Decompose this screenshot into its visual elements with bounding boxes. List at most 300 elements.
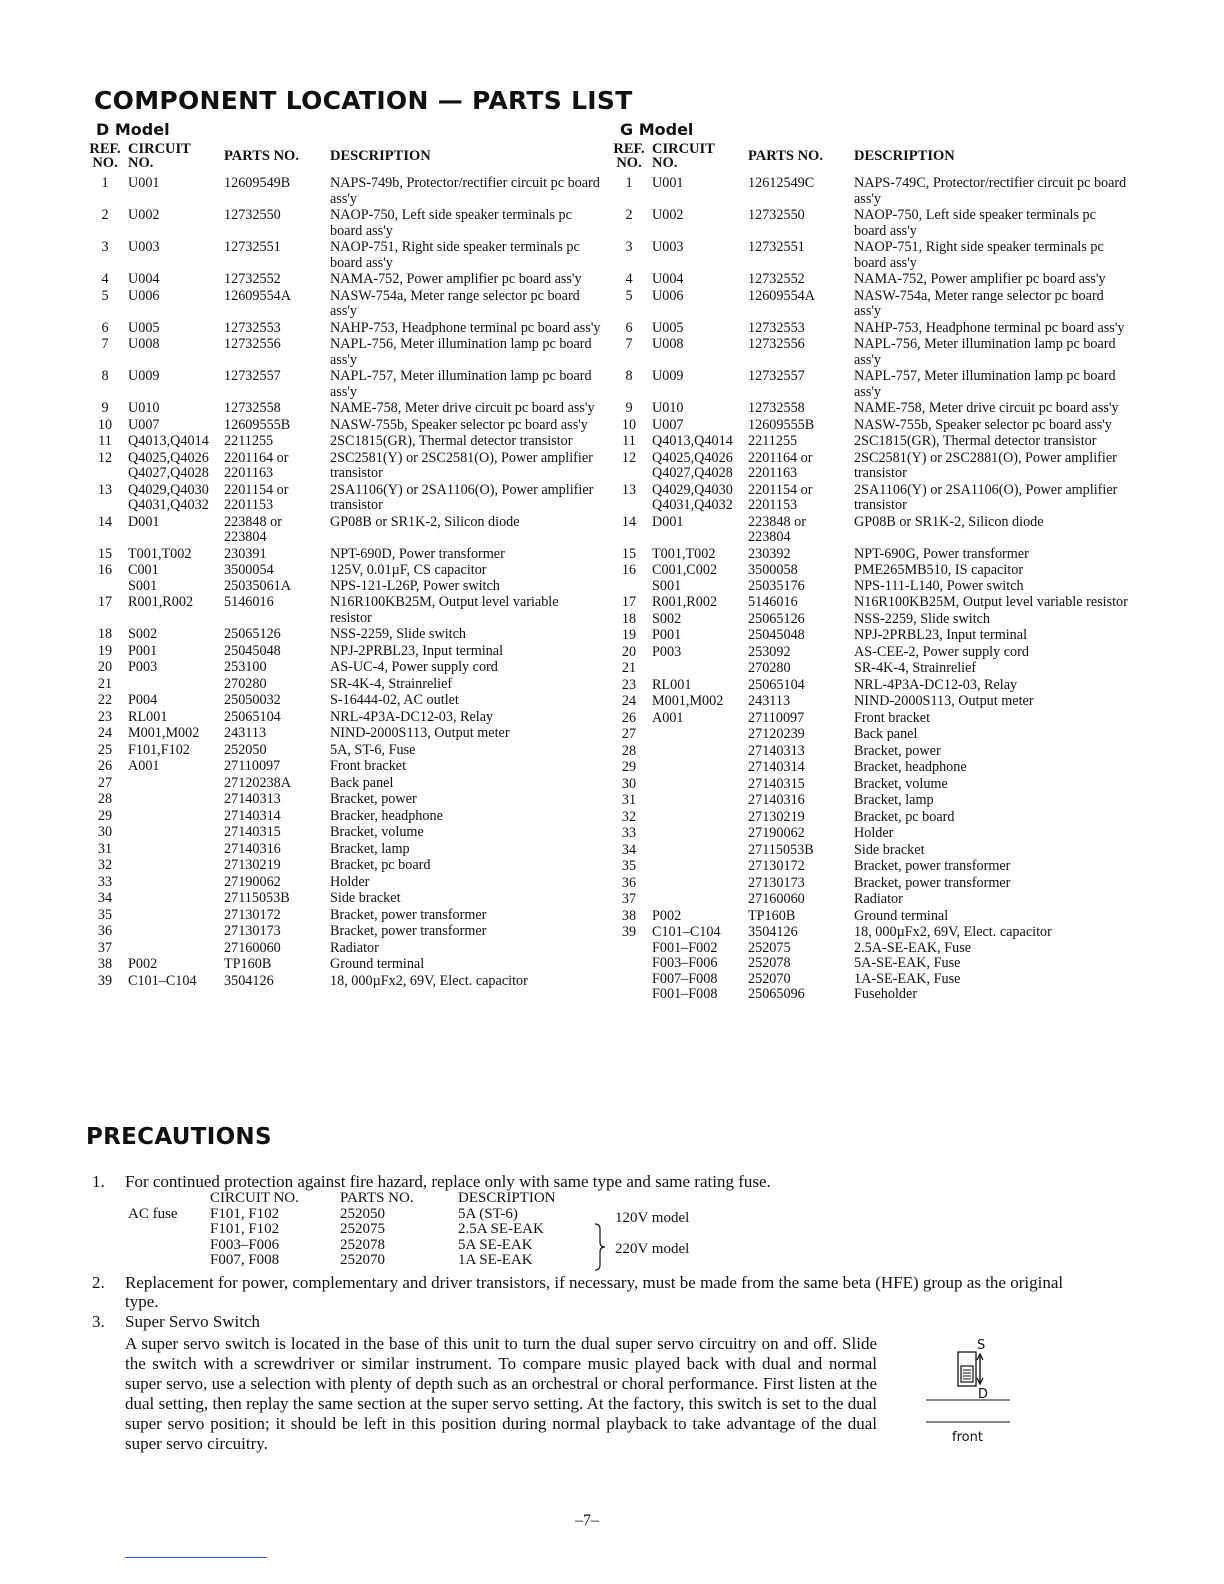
circuit-cell: [652, 810, 748, 827]
parts-cell: 27130172: [224, 906, 281, 923]
ref-cell: 2: [625, 207, 633, 223]
description-cell: Radiator: [854, 891, 903, 907]
ref-cell: 17: [621, 594, 637, 610]
table-row: [606, 925, 1128, 1004]
circuit-cell: [652, 843, 748, 860]
fuse-parts-cell: 252078: [340, 1236, 385, 1253]
table-row: [606, 272, 1128, 289]
ref-cell: 32: [97, 857, 113, 873]
description-cell: Holder: [330, 873, 370, 890]
ref-cell: 30: [621, 775, 637, 792]
description-cell: NAPL-756, Meter illumination lamp pc board ass'y: [330, 336, 592, 368]
parts-cell: 27140316: [224, 840, 281, 857]
ref-cell: 3: [625, 239, 633, 255]
description-cell: Side bracket: [330, 890, 401, 906]
circuit-cell: S002: [652, 610, 682, 627]
description-cell: Front bracket: [330, 758, 407, 774]
table-row: [606, 337, 1128, 369]
description-cell: NASW-754a, Meter range selector pc board ass'y: [854, 287, 1104, 319]
table-row: [606, 826, 1128, 843]
ref-cell: 31: [621, 792, 637, 808]
parts-cell: 3504126 252075 252078 252070 25065096: [748, 924, 805, 1002]
parts-cell: 12732558: [748, 400, 805, 416]
ref-cell: 18: [97, 626, 113, 642]
bottom-rule: [125, 1557, 267, 1558]
g-model-parts-table: [606, 142, 1128, 1004]
description-cell: Bracket, power: [330, 791, 417, 807]
circuit-cell: D001: [128, 513, 160, 530]
precaution-text: Replacement for power, complementary and driver transistors, if necessary, must be made from the same beta (HFE) group as the original type.: [125, 1273, 1064, 1311]
ref-cell: 19: [97, 642, 113, 659]
header-parts-no: PARTS NO.: [748, 148, 823, 164]
circuit-cell: Q4029,Q4030 Q4031,Q4032: [652, 481, 733, 513]
page-number: –7–: [575, 1512, 599, 1529]
ref-cell: 15: [621, 545, 637, 562]
ref-cell: 4: [625, 271, 633, 287]
circuit-cell: U008: [652, 336, 684, 352]
table-row: [82, 660, 602, 677]
parts-cell: 12732553: [224, 319, 281, 336]
parts-cell: 2201164 or 2201163: [748, 449, 813, 481]
ref-cell: 2: [101, 207, 109, 223]
circuit-cell: [128, 891, 224, 908]
ref-cell: 5: [101, 287, 109, 304]
table-row: [82, 858, 602, 875]
description-cell: NAME-758, Meter drive circuit pc board ass'y: [330, 400, 595, 416]
description-cell: SR-4K-4, Strainrelief: [330, 675, 453, 692]
description-cell: Bracket, lamp: [330, 840, 410, 857]
table-row: [82, 547, 602, 564]
circuit-cell: U010: [652, 400, 684, 416]
table-row: [82, 825, 602, 842]
ref-cell: 32: [621, 808, 637, 825]
ref-cell: 34: [97, 890, 113, 906]
description-cell: Bracker, headphone: [330, 807, 443, 824]
circuit-cell: U003: [128, 239, 160, 255]
parts-cell: 223848 or 223804: [224, 513, 282, 545]
ref-cell: 29: [621, 759, 637, 775]
description-cell: NAPL-756, Meter illumination lamp pc board ass'y: [854, 336, 1116, 368]
parts-cell: 27130219: [224, 857, 281, 873]
parts-cell: 12732550: [748, 207, 805, 223]
table-row: [82, 595, 602, 627]
parts-cell: 3504126: [224, 972, 274, 989]
circuit-cell: Q4029,Q4030 Q4031,Q4032: [128, 481, 209, 513]
precaution-number: 1.: [92, 1172, 105, 1191]
circuit-cell: [128, 825, 224, 842]
circuit-cell: U005: [128, 319, 160, 336]
ref-cell: 4: [101, 271, 109, 287]
table-header-row: [606, 142, 1128, 176]
parts-cell: 12732552: [748, 271, 805, 287]
circuit-cell: [128, 924, 224, 941]
header-ref-no: REF. NO.: [613, 141, 645, 171]
description-cell: NAME-758, Meter drive circuit pc board ass'y: [854, 400, 1119, 416]
ref-cell: 37: [97, 939, 113, 956]
ref-cell: 14: [97, 513, 113, 530]
ref-cell: 12: [621, 449, 637, 466]
description-cell: Back panel: [854, 726, 918, 742]
table-row: [606, 909, 1128, 926]
table-row: [82, 908, 602, 925]
table-row: [82, 176, 602, 208]
description-cell: Bracket, headphone: [854, 759, 967, 775]
description-cell: NAOP-750, Left side speaker terminals pc board ass'y: [854, 207, 1096, 239]
table-row: [82, 483, 602, 515]
ref-cell: 14: [621, 513, 637, 530]
description-cell: Ground terminal: [330, 956, 425, 972]
description-cell: 2SA1106(Y) or 2SA1106(O), Power amplifier transistor: [330, 481, 594, 513]
switch-label-front: front: [952, 1430, 983, 1445]
ref-cell: 34: [621, 841, 637, 858]
parts-cell: 223848 or 223804: [748, 513, 806, 545]
precaution-subtitle: Super Servo Switch: [125, 1312, 261, 1331]
circuit-cell: U007: [128, 416, 160, 433]
table-row: [606, 727, 1128, 744]
parts-cell: 27140315: [748, 775, 805, 792]
ref-cell: 8: [625, 368, 633, 384]
parts-cell: 2201154 or 2201153: [224, 481, 289, 513]
description-cell: N16R100KB25M, Output level variable resistor: [854, 594, 1128, 610]
table-row: [82, 693, 602, 710]
parts-cell: 253100: [224, 659, 267, 675]
ref-cell: 17: [97, 594, 113, 610]
parts-cell: 3500054 25035061A: [224, 562, 291, 594]
circuit-cell: P003: [128, 659, 158, 675]
circuit-cell: C101–C104: [128, 972, 197, 989]
ref-cell: 29: [97, 807, 113, 824]
circuit-cell: U004: [652, 271, 684, 287]
ref-cell: 35: [97, 906, 113, 923]
description-cell: NAPL-757, Meter illumination lamp pc board ass'y: [854, 368, 1116, 400]
ref-cell: 21: [621, 660, 637, 676]
parts-cell: 2201154 or 2201153: [748, 481, 813, 513]
circuit-cell: [128, 908, 224, 925]
table-row: [606, 678, 1128, 695]
parts-cell: 12732553: [748, 319, 805, 336]
table-row: [82, 515, 602, 547]
header-circuit-no: CIRCUIT NO.: [128, 141, 191, 171]
description-cell: Holder: [854, 825, 894, 841]
ref-cell: 1: [101, 175, 109, 191]
table-row: [82, 875, 602, 892]
ref-cell: 9: [101, 400, 109, 416]
circuit-cell: P002: [652, 907, 682, 924]
circuit-cell: P004: [128, 692, 158, 708]
circuit-cell: Q4013,Q4014: [652, 433, 733, 449]
circuit-cell: U009: [128, 368, 160, 384]
ref-cell: 19: [621, 627, 637, 643]
parts-cell: 25065126: [748, 610, 805, 627]
description-cell: NAOP-750, Left side speaker terminals pc board ass'y: [330, 207, 572, 239]
table-row: [606, 876, 1128, 893]
fuse-table-body: [128, 1207, 574, 1269]
table-row: [82, 321, 602, 338]
table-row: [606, 661, 1128, 678]
table-row: [82, 941, 602, 958]
parts-cell: 27130173: [748, 874, 805, 891]
table-row: [606, 208, 1128, 240]
circuit-cell: [652, 661, 748, 678]
description-cell: Bracket, power transformer: [854, 874, 1011, 891]
table-row: [606, 515, 1128, 547]
description-cell: PME265MB510, IS capacitor NPS-111-L140, Power switch: [854, 562, 1024, 594]
description-cell: Side bracket: [854, 841, 925, 858]
ref-cell: 15: [97, 545, 113, 562]
ref-cell: 16: [621, 562, 637, 578]
circuit-cell: Q4013,Q4014: [128, 433, 209, 449]
description-cell: 2SC1815(GR), Thermal detector transistor: [330, 433, 573, 449]
circuit-cell: A001: [128, 758, 160, 774]
description-cell: NAPS-749b, Protector/rectifier circuit pc board ass'y: [330, 175, 600, 207]
table-row: [606, 793, 1128, 810]
description-cell: 2SC1815(GR), Thermal detector transistor: [854, 433, 1097, 449]
fuse-label-cell: [128, 1253, 210, 1269]
description-cell: S-16444-02, AC outlet: [330, 692, 459, 708]
fuse-label-cell: [128, 1222, 210, 1238]
table-row: [82, 289, 602, 321]
description-cell: 2SA1106(Y) or 2SA1106(O), Power amplifier transistor: [854, 481, 1118, 513]
parts-cell: TP160B: [224, 956, 272, 972]
table-row: [606, 694, 1128, 711]
header-description: DESCRIPTION: [854, 148, 955, 164]
fuse-header-parts: PARTS NO.: [340, 1190, 414, 1206]
ref-cell: 20: [621, 643, 637, 660]
table-row: [82, 337, 602, 369]
parts-cell: 27140314: [748, 759, 805, 775]
ref-cell: 36: [621, 874, 637, 891]
ref-cell: 38: [621, 907, 637, 924]
circuit-cell: U007: [652, 416, 684, 433]
ref-cell: 22: [97, 692, 113, 708]
circuit-cell: R001,R002: [652, 594, 718, 610]
table-row: [82, 627, 602, 644]
parts-cell: 3500058 25035176: [748, 562, 805, 594]
parts-cell: 12732556: [224, 336, 281, 352]
description-cell: 2SC2581(Y) or 2SC2881(O), Power amplifier transistor: [854, 449, 1117, 481]
circuit-cell: U009: [652, 368, 684, 384]
fuse-description-cell: 2.5A SE-EAK: [458, 1221, 544, 1237]
ref-cell: 7: [625, 336, 633, 352]
description-cell: Bracket, lamp: [854, 792, 934, 808]
circuit-cell: RL001: [652, 676, 692, 693]
ref-cell: 23: [97, 708, 113, 725]
header-description: DESCRIPTION: [330, 148, 431, 164]
parts-cell: 25045048: [748, 627, 805, 643]
table-row: [82, 891, 602, 908]
table-row: [606, 289, 1128, 321]
parts-cell: 12609555B: [224, 416, 291, 433]
circuit-cell: M001,M002: [652, 693, 724, 709]
ref-cell: 10: [97, 416, 113, 433]
circuit-cell: [652, 727, 748, 744]
description-cell: NSS-2259, Slide switch: [854, 610, 990, 627]
parts-cell: 12732556: [748, 336, 805, 352]
parts-cell: 27160060: [224, 939, 281, 956]
fuse-circuit-cell: F003–F006: [210, 1236, 280, 1253]
ref-cell: 18: [621, 610, 637, 627]
description-cell: Bracket, volume: [854, 775, 948, 792]
parts-cell: 25065104: [224, 708, 281, 725]
fuse-row: [128, 1207, 574, 1223]
description-cell: Bracket, power transformer: [330, 906, 487, 923]
table-row: [82, 369, 602, 401]
table-row: [82, 644, 602, 661]
ref-cell: 7: [101, 336, 109, 352]
circuit-cell: U006: [128, 287, 160, 304]
circuit-cell: [128, 858, 224, 875]
ref-cell: 39: [621, 924, 637, 940]
circuit-cell: R001,R002: [128, 594, 194, 610]
table-row: [82, 451, 602, 483]
parts-cell: 230391: [224, 545, 267, 562]
table-row: [82, 809, 602, 826]
table-row: [82, 974, 602, 991]
circuit-cell: P001: [652, 627, 682, 643]
circuit-cell: P001: [128, 642, 158, 659]
header-ref-no: REF. NO.: [89, 141, 121, 171]
precaution-number: 2.: [92, 1273, 105, 1292]
parts-cell: 2201164 or 2201163: [224, 449, 289, 481]
description-cell: NPT-690D, Power transformer: [330, 545, 505, 562]
parts-cell: 12612549C: [748, 175, 815, 191]
ref-cell: 25: [97, 741, 113, 758]
table-row: [82, 434, 602, 451]
ref-cell: 11: [622, 433, 636, 449]
ref-cell: 37: [621, 891, 637, 907]
description-cell: NAPS-749C, Protector/rectifier circuit pc board ass'y: [854, 175, 1127, 207]
circuit-cell: T001,T002: [652, 545, 716, 562]
description-cell: 18, 000µFx2, 69V, Elect. capacitor: [330, 972, 528, 989]
fuse-table-header: [128, 1191, 574, 1207]
parts-cell: 27190062: [224, 873, 281, 890]
circuit-cell: [652, 859, 748, 876]
table-row: [82, 563, 602, 595]
table-row: [606, 777, 1128, 794]
circuit-cell: U002: [652, 207, 684, 223]
parts-cell: 12732552: [224, 271, 281, 287]
parts-cell: 12732557: [748, 368, 805, 384]
table-row: [606, 843, 1128, 860]
circuit-cell: S002: [128, 626, 158, 642]
table-row: [606, 451, 1128, 483]
fuse-description-cell: 1A SE-EAK: [458, 1252, 533, 1268]
description-cell: NPJ-2PRBL23, Input terminal: [854, 627, 1028, 643]
parts-cell: 27140315: [224, 824, 281, 840]
table-row: [82, 759, 602, 776]
description-cell: NAHP-753, Headphone terminal pc board ass'y: [854, 319, 1125, 336]
table-row: [606, 547, 1128, 564]
description-cell: NASW-755b, Speaker selector pc board ass'y: [854, 416, 1112, 433]
ref-cell: 24: [621, 693, 637, 709]
ref-cell: 1: [625, 175, 633, 191]
circuit-cell: P002: [128, 956, 158, 972]
table-row: [606, 595, 1128, 612]
parts-cell: 27115053B: [224, 890, 290, 906]
ref-cell: 33: [97, 873, 113, 890]
description-cell: NAMA-752, Power amplifier pc board ass'y: [330, 271, 582, 287]
table-row: [606, 892, 1128, 909]
circuit-cell: U008: [128, 336, 160, 352]
circuit-cell: [652, 793, 748, 810]
d-model-parts-table: [82, 142, 602, 990]
ref-cell: 21: [97, 675, 113, 692]
description-cell: AS-CEE-2, Power supply cord: [854, 643, 1029, 660]
circuit-cell: C101–C104 F001–F002 F003–F006 F007–F008 F001–F008: [652, 924, 721, 1002]
description-cell: 2SC2581(Y) or 2SC2581(O), Power amplifier transistor: [330, 449, 593, 481]
ref-cell: 13: [621, 481, 637, 498]
circuit-cell: [652, 760, 748, 777]
circuit-cell: [128, 677, 224, 694]
d-model-table-body: [82, 176, 602, 990]
circuit-cell: U005: [652, 319, 684, 336]
ref-cell: 10: [621, 416, 637, 433]
parts-cell: 27120238A: [224, 774, 291, 791]
fuse-header-label: [128, 1191, 210, 1207]
g-model-table-body: [606, 176, 1128, 1004]
parts-cell: 12609554A: [224, 287, 291, 304]
parts-cell: 12732550: [224, 207, 281, 223]
parts-cell: 270280: [748, 660, 791, 676]
table-row: [606, 563, 1128, 595]
parts-cell: 27140313: [224, 791, 281, 807]
circuit-cell: C001,C002 S001: [652, 562, 718, 594]
table-row: [606, 760, 1128, 777]
circuit-cell: P003: [652, 643, 682, 660]
circuit-cell: U004: [128, 271, 160, 287]
ref-cell: 13: [97, 481, 113, 498]
parts-cell: 230392: [748, 545, 791, 562]
ref-cell: 26: [97, 758, 113, 774]
description-cell: Bracket, volume: [330, 824, 424, 840]
ref-cell: 8: [101, 368, 109, 384]
d-model-title: D Model: [96, 120, 170, 139]
table-row: [82, 418, 602, 435]
parts-cell: 27130173: [224, 923, 281, 939]
ref-cell: 39: [97, 972, 113, 989]
table-row: [82, 743, 602, 760]
table-row: [82, 208, 602, 240]
table-row: [82, 957, 602, 974]
circuit-cell: [652, 744, 748, 761]
circuit-cell: [128, 875, 224, 892]
table-row: [606, 859, 1128, 876]
circuit-cell: [128, 941, 224, 958]
description-cell: NRL-4P3A-DC12-03, Relay: [330, 708, 494, 725]
super-servo-description: A super servo switch is located in the base of this unit to turn the dual super servo circuitry on and off. Slide the switch with a screwdriver or similar instrument. To compare music played back with dual and normal super servo, use a selection with plenty of depth such as an orchestral or choral performance. First listen at the dual setting, then replay the same section at the super servo setting. At the factory, this switch is set to the dual super servo position; it should be left in this position during normal playback to take advantage of the dual super servo circuitry.: [125, 1334, 877, 1453]
description-cell: NSS-2259, Slide switch: [330, 626, 466, 642]
parts-cell: 27140314: [224, 807, 281, 824]
parts-cell: 25045048: [224, 642, 281, 659]
parts-cell: 243113: [748, 693, 791, 709]
circuit-cell: A001: [652, 709, 684, 726]
ref-cell: 23: [621, 676, 637, 693]
table-row: [606, 369, 1128, 401]
table-row: [82, 677, 602, 694]
table-row: [606, 434, 1128, 451]
parts-cell: 12732557: [224, 368, 281, 384]
circuit-cell: U001: [652, 175, 684, 191]
description-cell: Bracket, pc board: [330, 857, 431, 873]
description-cell: NAOP-751, Right side speaker terminals pc board ass'y: [854, 239, 1104, 271]
fuse-row: [128, 1222, 574, 1238]
circuit-cell: Q4025,Q4026 Q4027,Q4028: [652, 449, 733, 481]
parts-cell: 12732551: [748, 239, 805, 255]
switch-label-s: S: [977, 1338, 986, 1353]
description-cell: SR-4K-4, Strainrelief: [854, 660, 977, 676]
table-row: [606, 628, 1128, 645]
table-row: [606, 418, 1128, 435]
